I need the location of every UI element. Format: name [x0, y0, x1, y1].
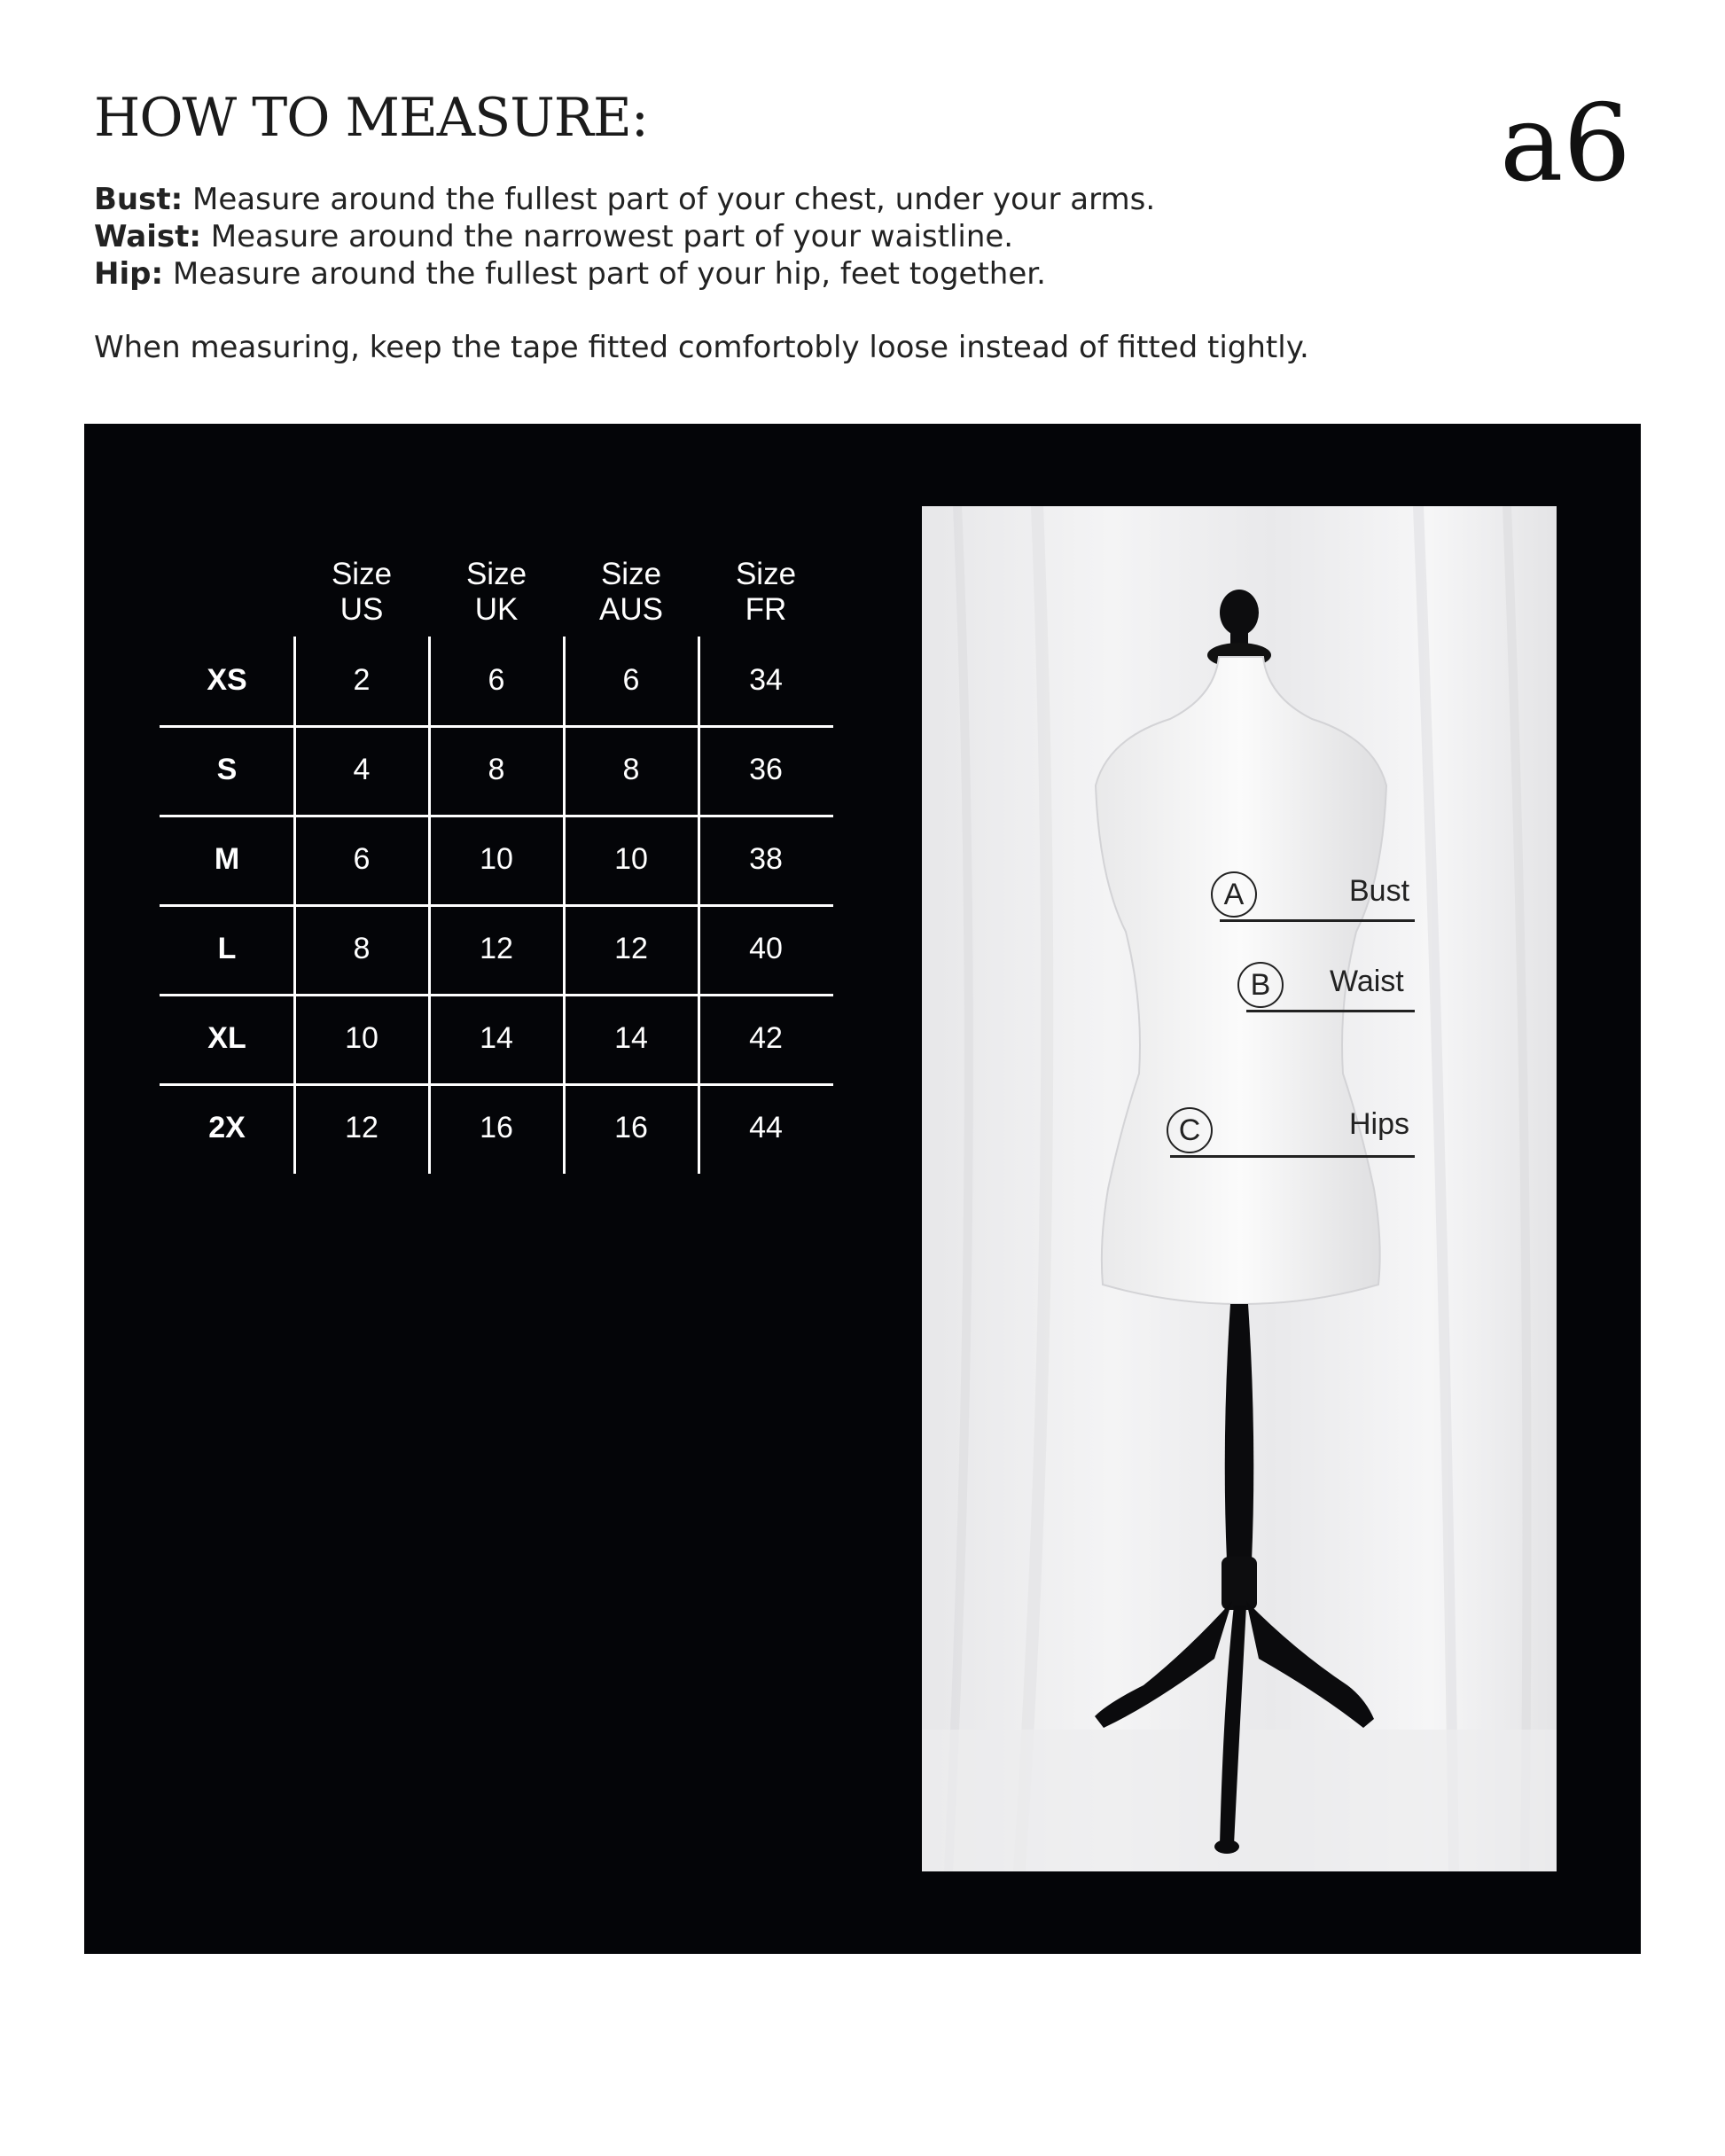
definition-hip: [94, 255, 1155, 293]
size-row-label: XL: [207, 1021, 246, 1055]
mannequin-photo: [922, 506, 1557, 1871]
column-header: [294, 557, 429, 628]
table-row-divider: [160, 1083, 833, 1086]
column-header: [699, 557, 833, 628]
size-row-label: XS: [207, 663, 247, 697]
size-cell: 4: [353, 753, 371, 786]
size-cell: 36: [749, 753, 783, 786]
marker-c-label: Hips: [1349, 1107, 1410, 1141]
marker-b-label: Waist: [1330, 965, 1404, 998]
hips-line: [1170, 1155, 1415, 1158]
size-cell: 6: [622, 663, 640, 697]
definition-text: Measure around the fullest part of your hip, feet together.: [163, 256, 1046, 292]
size-cell: 12: [614, 932, 648, 965]
size-chart-panel: [84, 424, 1641, 1954]
brand-logo: [1498, 87, 1649, 242]
size-cell: 8: [353, 932, 371, 965]
bust-line: [1220, 919, 1415, 922]
size-cell: 16: [614, 1111, 648, 1144]
table-row-divider: [160, 904, 833, 907]
logo-text: a6: [1500, 87, 1631, 206]
definition-waist: [94, 218, 1155, 255]
marker-a-icon: A: [1211, 871, 1257, 918]
column-header-line1: Size: [735, 557, 797, 591]
table-row-divider: [160, 815, 833, 817]
column-header-line1: Size: [331, 557, 393, 591]
mannequin-illustration: [922, 506, 1557, 1871]
table-row-divider: [160, 725, 833, 728]
column-header-line2: FR: [745, 592, 787, 627]
size-cell: 8: [488, 753, 505, 786]
column-header: [564, 557, 699, 628]
column-header: [429, 557, 564, 628]
measurement-definitions: [94, 181, 1155, 293]
column-header-line2: US: [340, 592, 384, 627]
size-cell: 10: [345, 1021, 379, 1055]
size-cell: 10: [614, 842, 648, 876]
column-header-line2: AUS: [599, 592, 663, 627]
column-header-line2: UK: [474, 592, 519, 627]
size-row-label: S: [216, 753, 238, 786]
size-cell: 34: [749, 663, 783, 697]
size-row-label: L: [217, 932, 237, 965]
size-cell: 42: [749, 1021, 783, 1055]
definition-text: Measure around the narrowest part of your waistline.: [200, 219, 1014, 254]
size-cell: 6: [488, 663, 505, 697]
size-cell: 12: [345, 1111, 379, 1144]
column-header-line1: Size: [600, 557, 662, 591]
size-cell: 40: [749, 932, 783, 965]
size-cell: 16: [480, 1111, 513, 1144]
size-cell: 14: [614, 1021, 648, 1055]
size-cell: 38: [749, 842, 783, 876]
definition-text: Measure around the fullest part of your chest, under your arms.: [183, 182, 1156, 217]
waist-line: [1246, 1010, 1415, 1012]
table-row-divider: [160, 994, 833, 996]
size-row-label: M: [214, 842, 240, 876]
size-cell: 10: [480, 842, 513, 876]
size-cell: 8: [622, 753, 640, 786]
marker-a-label: Bust: [1349, 874, 1410, 908]
page-title: HOW TO MEASURE:: [94, 87, 648, 149]
definition-term: Bust:: [94, 182, 183, 217]
size-cell: 14: [480, 1021, 513, 1055]
size-row-label: 2X: [208, 1111, 246, 1144]
definition-bust: [94, 181, 1155, 218]
size-cell: 6: [353, 842, 371, 876]
marker-b-icon: B: [1237, 962, 1284, 1008]
size-cell: 12: [480, 932, 513, 965]
size-cell: 44: [749, 1111, 783, 1144]
column-header-line1: Size: [465, 557, 527, 591]
measuring-note: When measuring, keep the tape fitted comfortobly loose instead of fitted tightly.: [94, 330, 1309, 365]
marker-c-icon: C: [1167, 1107, 1213, 1153]
definition-term: Hip:: [94, 256, 164, 292]
size-cell: 2: [353, 663, 371, 697]
definition-term: Waist:: [94, 219, 201, 254]
